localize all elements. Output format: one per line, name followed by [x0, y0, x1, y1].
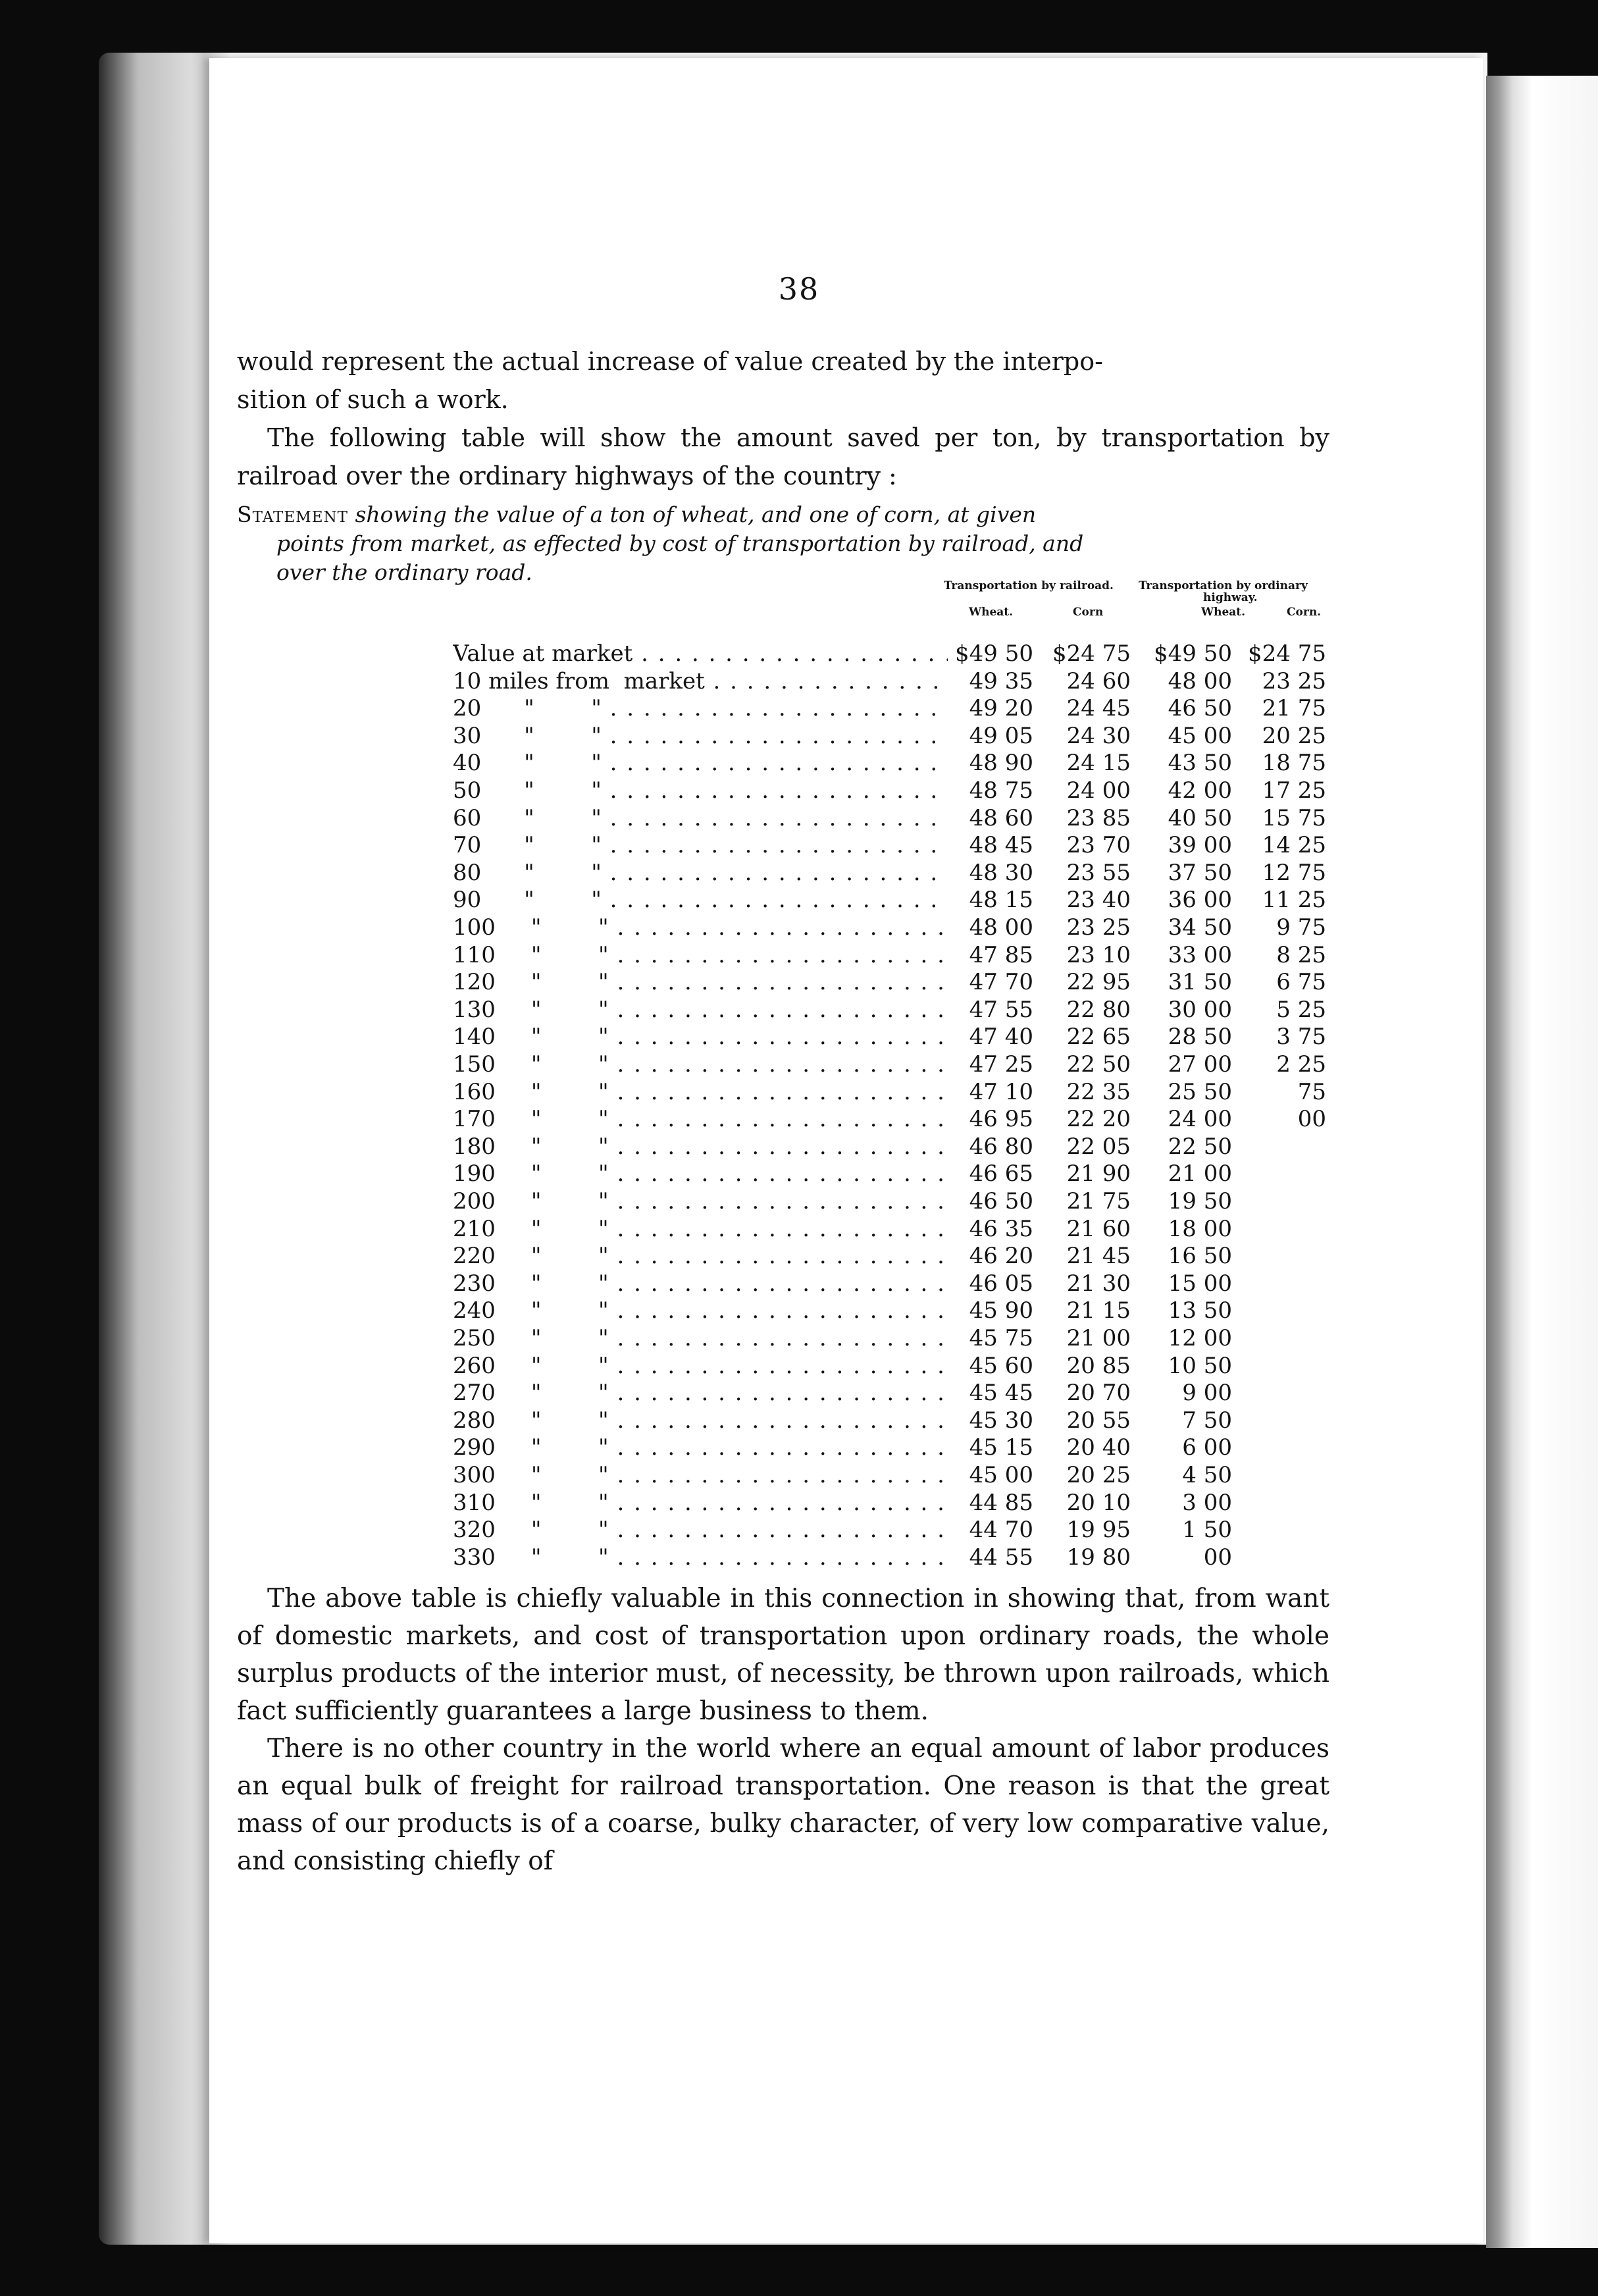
cell-rail-wheat: 45 15: [948, 1434, 1033, 1461]
table-row: [0, 1160, 1598, 1187]
cell-road-wheat: 25 50: [1145, 1078, 1232, 1106]
paragraph: The following table will show the amount saved per ton, by transportation by railroad over the ordinary highways of the country :: [237, 423, 1329, 490]
table-row: [0, 1379, 1598, 1407]
table-row: [0, 1215, 1598, 1243]
row-label: 240 " " . . .: [453, 1297, 960, 1324]
table-row: [0, 1352, 1598, 1380]
row-label: Value at market . . .: [453, 640, 960, 667]
cell-rail-wheat: 47 40: [948, 1023, 1033, 1051]
cell-road-wheat: $49 50: [1145, 640, 1232, 667]
cell-rail-wheat: 46 35: [948, 1215, 1033, 1243]
table-row: [0, 777, 1598, 804]
cell-rail-wheat: 45 00: [948, 1461, 1033, 1489]
cell-rail-corn: 24 30: [1045, 722, 1131, 750]
table-row: [0, 749, 1598, 777]
table-row: [0, 1489, 1598, 1517]
row-label: 130 " " . . .: [453, 996, 960, 1024]
cell-road-wheat: 24 00: [1145, 1105, 1232, 1133]
table-row: [0, 1297, 1598, 1324]
table-row: [0, 694, 1598, 722]
cell-road-wheat: 19 50: [1145, 1187, 1232, 1215]
row-label: 220 " " . . .: [453, 1242, 960, 1270]
row-label: 50 " " . . .: [453, 777, 960, 804]
row-label: 80 " " . . .: [453, 859, 960, 887]
cell-road-wheat: 15 00: [1145, 1270, 1232, 1297]
cell-rail-corn: 22 50: [1045, 1051, 1131, 1078]
cell-road-wheat: 37 50: [1145, 859, 1232, 887]
cell-rail-corn: $24 75: [1045, 640, 1131, 667]
cell-road-wheat: 7 50: [1145, 1407, 1232, 1434]
table-row: [0, 640, 1598, 667]
cell-rail-wheat: 48 75: [948, 777, 1033, 804]
cell-road-wheat: 12 00: [1145, 1324, 1232, 1352]
cell-rail-corn: 24 60: [1045, 667, 1131, 695]
cell-road-wheat: 39 00: [1145, 831, 1232, 859]
cell-rail-corn: 23 85: [1045, 804, 1131, 832]
table-column-headers: [935, 579, 1343, 632]
cell-rail-wheat: 46 05: [948, 1270, 1033, 1297]
cell-rail-corn: 23 25: [1045, 914, 1131, 941]
cell-road-corn: 11 25: [1237, 886, 1326, 914]
cell-rail-wheat: 46 20: [948, 1242, 1033, 1270]
cell-road-corn: 21 75: [1237, 694, 1326, 722]
cell-rail-corn: 20 55: [1045, 1407, 1131, 1434]
cell-rail-wheat: 46 65: [948, 1160, 1033, 1187]
cell-road-wheat: 46 50: [1145, 694, 1232, 722]
paragraph: There is no other country in the world where an equal amount of labor produces an equal bulk of freight for railroad transportation. One reason is that the great mass of our products is of a coarse, bulky character, of very low comparative value, and consisting chiefly of: [237, 1734, 1329, 1876]
row-label: 110 " " . . .: [453, 941, 960, 969]
table-row: [0, 886, 1598, 914]
table-row: [0, 1242, 1598, 1270]
cell-rail-wheat: $49 50: [948, 640, 1033, 667]
row-label: 90 " " . . .: [453, 886, 960, 914]
cell-rail-corn: 21 45: [1045, 1242, 1131, 1270]
header-highway-2: highway.: [1203, 591, 1258, 604]
cell-rail-corn: 24 00: [1045, 777, 1131, 804]
cell-rail-corn: 24 15: [1045, 749, 1131, 777]
cell-rail-corn: 22 65: [1045, 1023, 1131, 1051]
paragraph-line: would represent the actual increase of value created by the interpo-: [237, 347, 1103, 376]
row-label: 20 " " . . .: [453, 694, 960, 722]
cell-rail-corn: 21 60: [1045, 1215, 1131, 1243]
row-label: 250 " " . . .: [453, 1324, 960, 1352]
cell-rail-corn: 22 20: [1045, 1105, 1131, 1133]
table-row: [0, 1051, 1598, 1078]
cell-road-corn: 12 75: [1237, 859, 1326, 887]
row-label: 180 " " . . .: [453, 1133, 960, 1161]
cell-rail-wheat: 45 75: [948, 1324, 1033, 1352]
cell-road-wheat: 10 50: [1145, 1352, 1232, 1380]
cell-rail-wheat: 47 70: [948, 968, 1033, 996]
table-row: [0, 1544, 1598, 1571]
caption-text: points from market, as effected by cost of transportation by railroad, and: [276, 531, 1084, 556]
row-label: 300 " " . . .: [453, 1461, 960, 1489]
page-number: 38: [778, 271, 820, 307]
row-label: 290 " " . . .: [453, 1434, 960, 1461]
row-label: 200 " " . . .: [453, 1187, 960, 1215]
cell-rail-wheat: 49 35: [948, 667, 1033, 695]
header-rail-wheat: Wheat.: [969, 606, 1014, 619]
row-label: 40 " " . . .: [453, 749, 960, 777]
cell-road-corn: 8 25: [1237, 941, 1326, 969]
cell-rail-corn: 19 80: [1045, 1544, 1131, 1571]
table-row: [0, 914, 1598, 941]
table-row: [0, 968, 1598, 996]
table-row: [0, 1516, 1598, 1544]
cell-road-corn: 14 25: [1237, 831, 1326, 859]
intro-paragraphs: [237, 342, 1329, 495]
cell-road-corn: 2 25: [1237, 1051, 1326, 1078]
table-row: [0, 859, 1598, 887]
row-label: 10 miles from market . . .: [453, 667, 960, 695]
cell-rail-corn: 21 75: [1045, 1187, 1131, 1215]
row-label: 120 " " . . .: [453, 968, 960, 996]
cell-road-wheat: 6 00: [1145, 1434, 1232, 1461]
cell-rail-wheat: 47 55: [948, 996, 1033, 1024]
cell-rail-wheat: 45 60: [948, 1352, 1033, 1380]
table-row: [0, 1105, 1598, 1133]
cell-road-wheat: 34 50: [1145, 914, 1232, 941]
cell-road-wheat: 16 50: [1145, 1242, 1232, 1270]
cell-rail-wheat: 46 95: [948, 1105, 1033, 1133]
cell-rail-corn: 21 30: [1045, 1270, 1131, 1297]
cell-rail-wheat: 48 90: [948, 749, 1033, 777]
closing-paragraphs: [237, 1580, 1329, 1880]
row-label: 280 " " . . .: [453, 1407, 960, 1434]
cell-road-wheat: 13 50: [1145, 1297, 1232, 1324]
cell-rail-corn: 20 70: [1045, 1379, 1131, 1407]
header-highway: Transportation by ordinary: [1139, 579, 1308, 592]
cell-rail-corn: 20 25: [1045, 1461, 1131, 1489]
cell-rail-wheat: 49 20: [948, 694, 1033, 722]
cell-road-wheat: 1 50: [1145, 1516, 1232, 1544]
table-row: [0, 996, 1598, 1024]
cell-rail-wheat: 44 70: [948, 1516, 1033, 1544]
cell-road-wheat: 18 00: [1145, 1215, 1232, 1243]
table-row: [0, 941, 1598, 969]
caption-text: showing the value of a ton of wheat, and one of corn, at given: [348, 502, 1037, 527]
table-row: [0, 1461, 1598, 1489]
cell-rail-wheat: 48 15: [948, 886, 1033, 914]
cell-rail-wheat: 44 55: [948, 1544, 1033, 1571]
row-label: 100 " " . . .: [453, 914, 960, 941]
cell-road-corn: 9 75: [1237, 914, 1326, 941]
cell-road-wheat: 36 00: [1145, 886, 1232, 914]
cell-road-wheat: 40 50: [1145, 804, 1232, 832]
cell-rail-corn: 21 90: [1045, 1160, 1131, 1187]
cell-road-wheat: 21 00: [1145, 1160, 1232, 1187]
row-label: 170 " " . . .: [453, 1105, 960, 1133]
cell-road-wheat: 00: [1145, 1544, 1232, 1571]
cell-rail-wheat: 48 60: [948, 804, 1033, 832]
table-row: [0, 1078, 1598, 1106]
row-label: 160 " " . . .: [453, 1078, 960, 1106]
cell-rail-wheat: 49 05: [948, 722, 1033, 750]
row-label: 270 " " . . .: [453, 1379, 960, 1407]
cell-road-corn: 6 75: [1237, 968, 1326, 996]
cell-road-wheat: 43 50: [1145, 749, 1232, 777]
cell-rail-wheat: 44 85: [948, 1489, 1033, 1517]
paragraph: The above table is chiefly valuable in this connection in showing that, from want of domestic markets, and cost of transportation upon ordinary roads, the whole surplus products of the interior must, of necessity, be thrown upon railroads, which fact sufficiently guarantees a large business to them.: [237, 1584, 1329, 1726]
cell-rail-corn: 20 10: [1045, 1489, 1131, 1517]
header-railroad: Transportation by railroad.: [944, 579, 1114, 592]
cell-road-corn: 00: [1237, 1105, 1326, 1133]
cell-rail-corn: 20 85: [1045, 1352, 1131, 1380]
cell-rail-corn: 24 45: [1045, 694, 1131, 722]
cell-road-wheat: 42 00: [1145, 777, 1232, 804]
cell-road-corn: 23 25: [1237, 667, 1326, 695]
cell-road-corn: 15 75: [1237, 804, 1326, 832]
cell-road-corn: 5 25: [1237, 996, 1326, 1024]
table-row: [0, 1434, 1598, 1461]
cell-road-wheat: 4 50: [1145, 1461, 1232, 1489]
header-road-wheat: Wheat.: [1201, 606, 1246, 619]
cell-road-corn: 17 25: [1237, 777, 1326, 804]
cell-rail-wheat: 48 45: [948, 831, 1033, 859]
cell-road-wheat: 28 50: [1145, 1023, 1232, 1051]
cell-rail-corn: 23 40: [1045, 886, 1131, 914]
row-label: 210 " " . . .: [453, 1215, 960, 1243]
cell-road-corn: 18 75: [1237, 749, 1326, 777]
cell-rail-wheat: 46 50: [948, 1187, 1033, 1215]
table-row: [0, 804, 1598, 832]
cell-road-corn: 75: [1237, 1078, 1326, 1106]
cell-rail-corn: 22 05: [1045, 1133, 1131, 1161]
row-label: 70 " " . . .: [453, 831, 960, 859]
cell-road-wheat: 27 00: [1145, 1051, 1232, 1078]
cell-road-wheat: 45 00: [1145, 722, 1232, 750]
table-row: [0, 1023, 1598, 1051]
header-rail-corn: Corn: [1073, 606, 1104, 619]
cell-rail-wheat: 45 90: [948, 1297, 1033, 1324]
row-label: 310 " " . . .: [453, 1489, 960, 1517]
caption-lead: Statement: [237, 502, 348, 527]
cell-rail-corn: 23 10: [1045, 941, 1131, 969]
cell-rail-wheat: 47 85: [948, 941, 1033, 969]
table-row: [0, 1187, 1598, 1215]
table-row: [0, 831, 1598, 859]
cell-road-wheat: 33 00: [1145, 941, 1232, 969]
cell-rail-corn: 23 55: [1045, 859, 1131, 887]
cell-rail-corn: 22 95: [1045, 968, 1131, 996]
row-label: 320 " " . . .: [453, 1516, 960, 1544]
cell-rail-corn: 21 15: [1045, 1297, 1131, 1324]
header-road-corn: Corn.: [1287, 606, 1322, 619]
cell-rail-wheat: 46 80: [948, 1133, 1033, 1161]
cell-rail-wheat: 48 00: [948, 914, 1033, 941]
cell-road-corn: 20 25: [1237, 722, 1326, 750]
cell-road-wheat: 3 00: [1145, 1489, 1232, 1517]
cell-rail-corn: 20 40: [1045, 1434, 1131, 1461]
row-label: 140 " " . . .: [453, 1023, 960, 1051]
cell-road-corn: $24 75: [1237, 640, 1326, 667]
table-row: [0, 1133, 1598, 1161]
cell-rail-wheat: 45 30: [948, 1407, 1033, 1434]
row-label: 30 " " . . .: [453, 722, 960, 750]
cell-road-wheat: 22 50: [1145, 1133, 1232, 1161]
cell-rail-wheat: 47 25: [948, 1051, 1033, 1078]
row-label: 60 " " . . .: [453, 804, 960, 832]
table-row: [0, 1270, 1598, 1297]
table-caption: [237, 500, 1329, 587]
row-label: 260 " " . . .: [453, 1352, 960, 1380]
table-row: [0, 722, 1598, 750]
cell-rail-corn: 22 35: [1045, 1078, 1131, 1106]
table-row: [0, 667, 1598, 695]
cell-rail-corn: 22 80: [1045, 996, 1131, 1024]
cell-road-wheat: 30 00: [1145, 996, 1232, 1024]
cell-road-wheat: 9 00: [1145, 1379, 1232, 1407]
row-label: 150 " " . . .: [453, 1051, 960, 1078]
cell-rail-wheat: 47 10: [948, 1078, 1033, 1106]
row-label: 190 " " . . .: [453, 1160, 960, 1187]
row-label: 230 " " . . .: [453, 1270, 960, 1297]
table-row: [0, 1324, 1598, 1352]
cell-road-wheat: 48 00: [1145, 667, 1232, 695]
table-row: [0, 1407, 1598, 1434]
caption-text: over the ordinary road.: [276, 560, 532, 585]
cell-road-corn: 3 75: [1237, 1023, 1326, 1051]
cell-road-wheat: 31 50: [1145, 968, 1232, 996]
cell-rail-corn: 21 00: [1045, 1324, 1131, 1352]
paragraph-line: sition of such a work.: [237, 385, 509, 414]
cell-rail-corn: 23 70: [1045, 831, 1131, 859]
cell-rail-wheat: 48 30: [948, 859, 1033, 887]
cell-rail-corn: 19 95: [1045, 1516, 1131, 1544]
row-label: 330 " " . . .: [453, 1544, 960, 1571]
cell-rail-wheat: 45 45: [948, 1379, 1033, 1407]
